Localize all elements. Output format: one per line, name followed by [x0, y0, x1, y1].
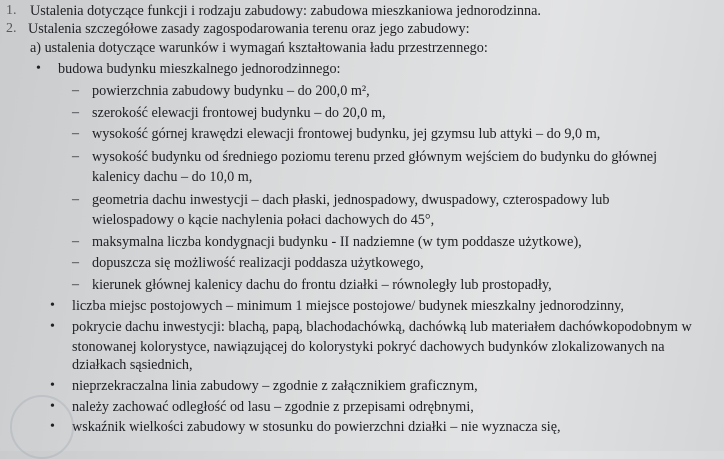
bullet-marker: •: [50, 399, 55, 414]
dash-item: dopuszcza się możliwość realizacji poddasza użytkowego,: [92, 255, 424, 271]
subheading: a) ustalenia dotyczące warunków i wymagań kształtowania ładu przestrzennego:: [30, 40, 488, 56]
dash-item: geometria dachu inwestycji – dach płaski, jednospadowy, dwuspadowy, czterospadowy lub: [92, 192, 610, 208]
bullet-item-continuation: stonowanej kolorystyce, nawiązującej do kolorystyki pokryć dachowych budynków zlokalizowanych na: [72, 339, 665, 355]
dash-marker: –: [72, 126, 79, 141]
heading1-number: 1.: [6, 3, 17, 18]
dash-marker: –: [72, 105, 79, 120]
dash-marker: –: [72, 234, 79, 249]
dash-item-continuation: kalenicy dachu – do 10,0 m,: [92, 169, 253, 185]
dash-marker: –: [72, 192, 79, 207]
dash-item-continuation: wielospadowy o kącie nachylenia połaci dachowych do 45°,: [92, 212, 435, 228]
dash-item: szerokość elewacji frontowej budynku – do 20,0 m,: [92, 105, 386, 121]
bullet-marker: •: [36, 61, 41, 76]
bullet-marker: •: [50, 419, 55, 434]
dash-item: wysokość budynku od średniego poziomu terenu przed głównym wejściem do budynku do głównej: [92, 149, 658, 165]
heading2-text: Ustalenia szczegółowe zasady zagospodarowania terenu oraz jego zabudowy:: [28, 21, 470, 37]
heading2-number: 2.: [6, 21, 17, 36]
dash-marker: –: [72, 277, 79, 292]
dash-marker: –: [72, 255, 79, 270]
watermark-stamp: [10, 395, 74, 459]
bullet-marker: •: [50, 378, 55, 393]
dash-marker: –: [72, 149, 79, 164]
bullet-item: pokrycie dachu inwestycji: blachą, papą, blachodachówką, dachówką lub materiałem dachówkopodobnym w: [72, 319, 692, 335]
bullet-item: wskaźnik wielkości zabudowy w stosunku do powierzchni działki – nie wyznacza się,: [72, 419, 561, 435]
heading1-text: Ustalenia dotyczące funkcji i rodzaju zabudowy: zabudowa mieszkaniowa jednorodzinna.: [30, 3, 541, 19]
bullet-marker: •: [50, 298, 55, 313]
dash-item: powierzchnia zabudowy budynku – do 200,0 m²,: [92, 83, 370, 99]
bullet-item: liczba miejsc postojowych – minimum 1 miejsce postojowe/ budynek mieszkalny jednorodzinny,: [72, 298, 624, 314]
dash-marker: –: [72, 83, 79, 98]
bullet-item-continuation: działkach sąsiednich,: [72, 357, 193, 373]
bullet-item: należy zachować odległość od lasu – zgodnie z przepisami odrębnymi,: [72, 399, 474, 415]
bullet-main-text: budowa budynku mieszkalnego jednorodzinnego:: [58, 61, 341, 77]
dash-item: maksymalna liczba kondygnacji budynku - II nadziemne (w tym poddasze użytkowe),: [92, 234, 582, 250]
dash-item: wysokość górnej krawędzi elewacji frontowej budynku, jej gzymsu lub attyki – do 9,0 m,: [92, 126, 601, 142]
bullet-item: nieprzekraczalna linia zabudowy – zgodnie z załącznikiem graficznym,: [72, 378, 478, 394]
dash-item: kierunek głównej kalenicy dachu do frontu działki – równoległy lub prostopadły,: [92, 277, 552, 293]
bullet-marker: •: [50, 319, 55, 334]
